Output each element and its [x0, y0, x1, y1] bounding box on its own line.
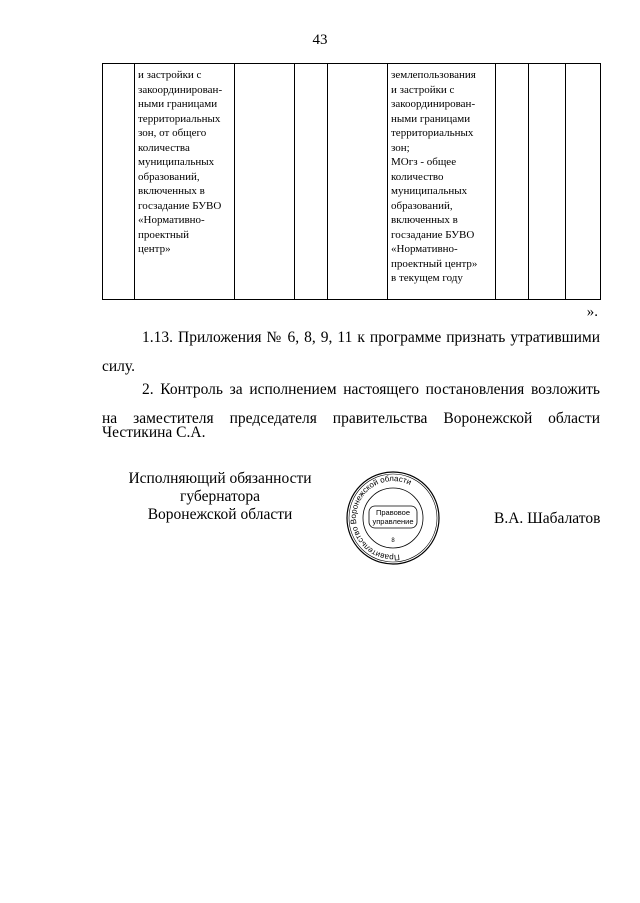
signer-name: В.А. Шабалатов: [494, 510, 601, 527]
signer-title: Исполняющий обязанности губернатора Воронежской области: [128, 470, 312, 523]
table-cell-formula: [388, 64, 496, 300]
table-cell-3: [235, 64, 295, 300]
table-cell-5: [328, 64, 388, 300]
seal-inner-line-2: управление: [372, 517, 414, 526]
seal-inner-line-1: Правовое: [375, 508, 411, 517]
official-seal: [345, 470, 441, 566]
seal-outer-text: Правительство Воронежской области: [348, 473, 413, 563]
table-cell-4: [295, 64, 328, 300]
paragraph-1-13: 1.13. Приложения № 6, 8, 9, 11 к программе признать утратившими силу.: [102, 329, 600, 375]
table-cell-1: [103, 64, 135, 300]
formula-description-text: землепользования и застройки с закоординирован- ными границами территориальных зон; МОгз - общее количество муниципальных образований, включенных в госзадание БУВО «Нормативно- проектный центр» в текущем году: [391, 69, 478, 284]
paragraph-2-continuation: Честикина С.А.: [102, 424, 206, 441]
closing-quote: ».: [586, 304, 598, 320]
table-row: [103, 64, 601, 300]
paragraph-2: 2. Контроль за исполнением настоящего постановления возложить на заместителя председателя правительства Воронежской области: [102, 381, 600, 427]
table-cell-7: [496, 64, 529, 300]
continuation-table: [102, 63, 601, 300]
table-cell-9: [566, 64, 601, 300]
page-number: 43: [312, 32, 328, 48]
seal-number: 8: [391, 538, 395, 544]
table-cell-8: [529, 64, 566, 300]
table-cell-indicator-name: [135, 64, 235, 300]
indicator-name-text: и застройки с закоординирован- ными границами территориальных зон, от общего количества муниципальных образований, включенных в госзадание БУВО «Нормативно- проектный центр»: [138, 69, 223, 255]
